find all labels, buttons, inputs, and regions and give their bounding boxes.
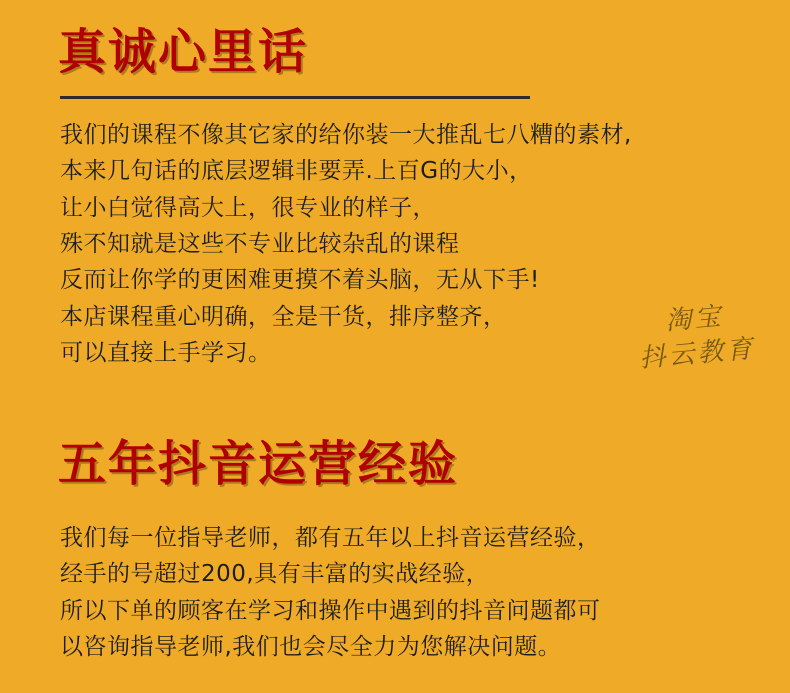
body-line: 经手的号超过200,具有丰富的实战经验， (60, 561, 490, 588)
section-body-sincere (60, 117, 720, 371)
watermark-line-2: 抖云教育 (638, 333, 757, 374)
section-heading-experience: 五年抖音运营经验 (58, 436, 459, 492)
watermark (635, 297, 757, 377)
body-line: 本来几句话的底层逻辑非要弄.上百G的大小， (60, 158, 533, 185)
body-line: 可以直接上手学习。 (60, 339, 272, 366)
watermark-line-1: 淘宝 (664, 301, 725, 337)
body-line: 以咨询指导老师,我们也会尽全力为您解决问题。 (60, 633, 562, 660)
body-line: 我们的课程不像其它家的给你装一大推乱七八糟的素材, (60, 122, 632, 148)
body-line: 本店课程重心明确，全是干货，排序整齐， (60, 303, 507, 330)
body-line: 殊不知就是这些不专业比较杂乱的课程 (60, 230, 460, 257)
body-line: 反而让你学的更困难更摸不着头脑，无从下手! (60, 267, 540, 294)
section-five-years-experience (0, 400, 790, 693)
heading-underline-rule (60, 96, 530, 99)
section-heading-sincere: 真诚心里话 (58, 24, 309, 80)
section-body-experience (60, 520, 720, 665)
body-line: 我们每一位指导老师，都有五年以上抖音运营经验， (60, 525, 601, 551)
body-line: 所以下单的顾客在学习和操作中遇到的抖音问题都可 (60, 597, 601, 624)
body-line: 让小白觉得高大上，很专业的样子， (60, 194, 436, 221)
